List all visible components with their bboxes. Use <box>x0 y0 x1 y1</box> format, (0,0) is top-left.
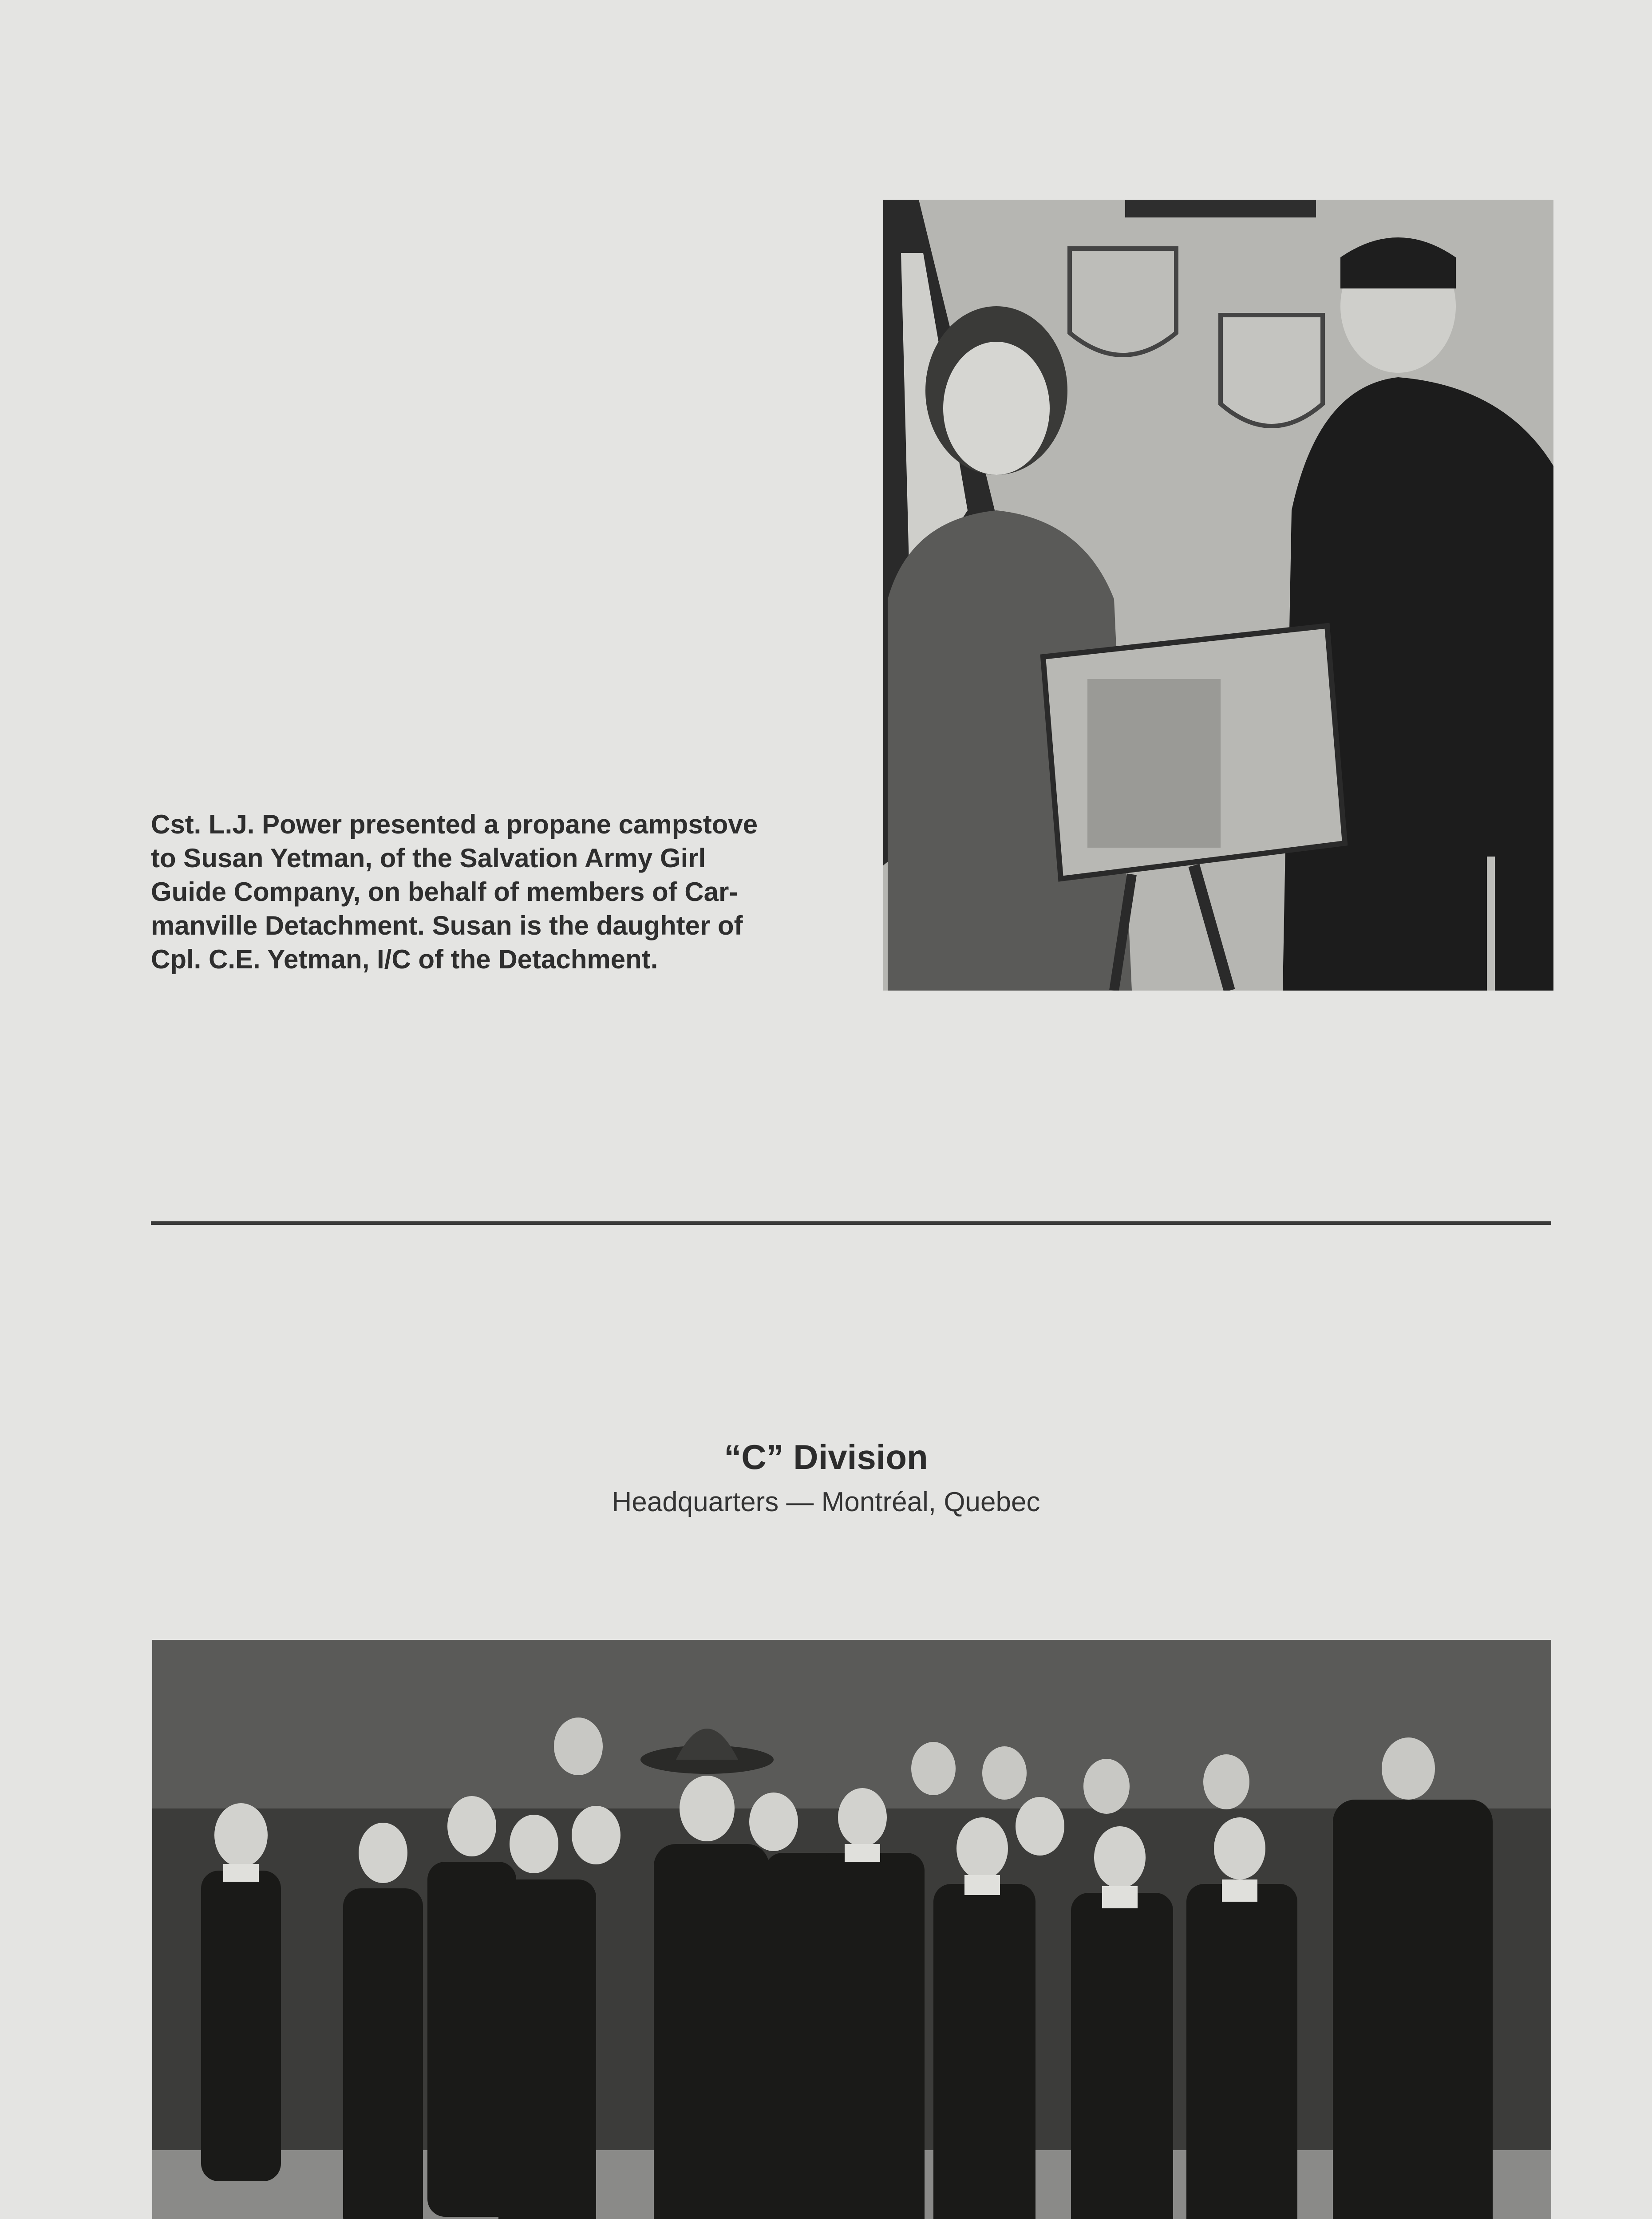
section-title: “C” Division <box>724 1437 928 1477</box>
caption-line: manville Detachment. Susan is the daughter of <box>151 911 743 940</box>
caption-line: Cpl. C.E. Yetman, I/C of the Detachment. <box>151 944 658 974</box>
photo-hockey-image <box>152 1640 1551 2219</box>
caption-line: Guide Company, on behalf of members of Car- <box>151 877 738 907</box>
photo-campstove-presentation <box>883 200 1553 991</box>
section-divider <box>151 1221 1551 1225</box>
caption-line: to Susan Yetman, of the Salvation Army Girl <box>151 843 706 873</box>
photo-campstove-image <box>883 200 1553 991</box>
photo-hockey-team <box>152 1640 1551 2219</box>
caption-campstove <box>151 808 843 976</box>
caption-line: Cst. L.J. Power presented a propane campstove <box>151 809 758 839</box>
section-subtitle: Headquarters — Montréal, Quebec <box>612 1487 1040 1517</box>
